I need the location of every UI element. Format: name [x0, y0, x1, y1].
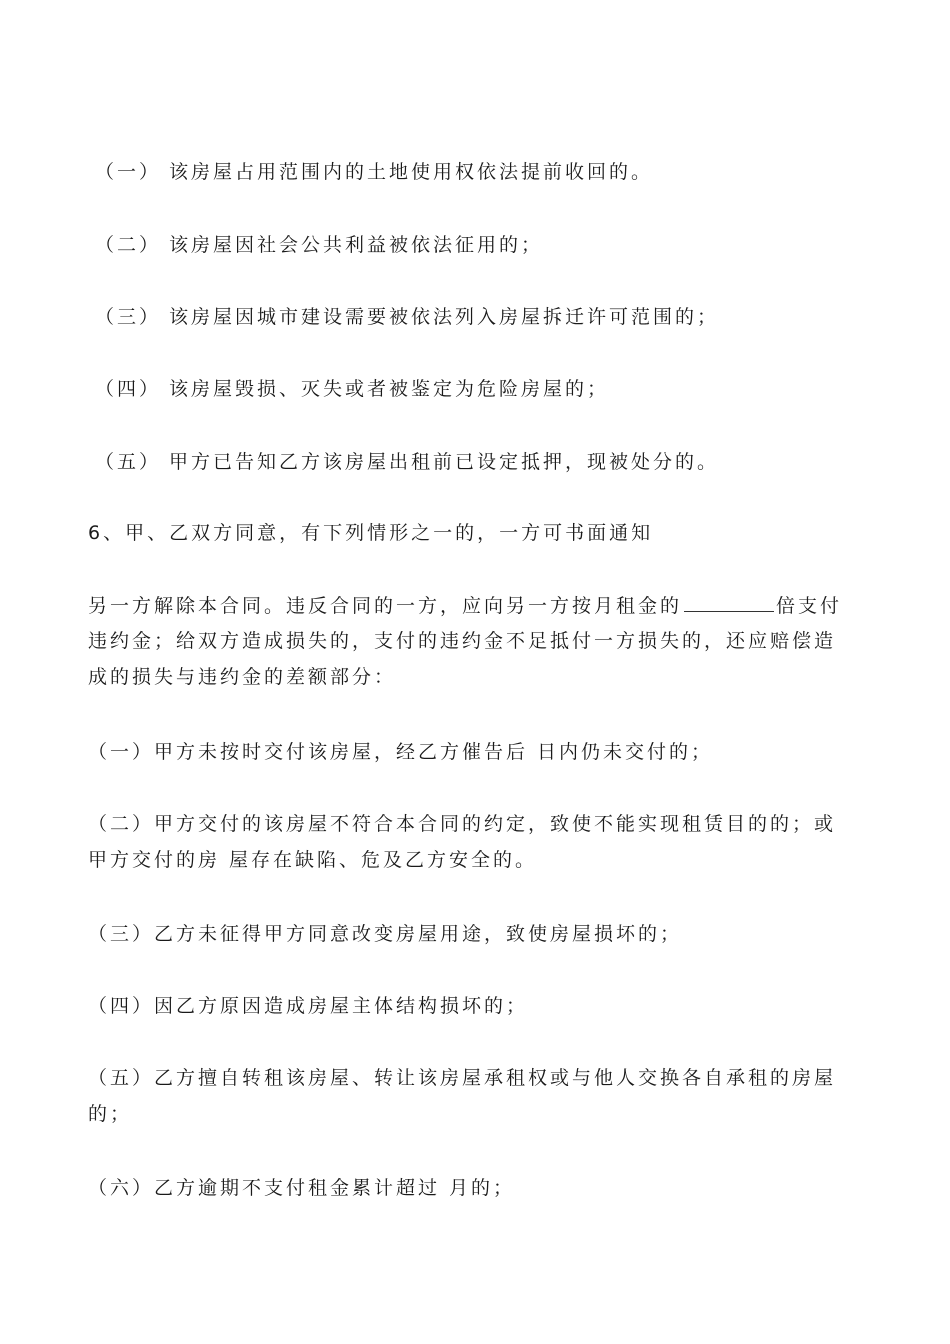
clause-text: 该房屋占用范围内的土地使用权依法提前收回的。 — [169, 161, 654, 183]
clause-a-2 — [95, 229, 875, 262]
section-6-paragraph-line-3: 成的损失与违约金的差额部分： — [88, 666, 397, 688]
clause-number: （五） — [95, 451, 162, 473]
section-6-paragraph-line-2: 违约金；给双方造成损失的，支付的违约金不足抵付一方损失的，还应赔偿造 — [88, 630, 837, 652]
clause-a-5 — [95, 446, 875, 479]
clause-text: 该房屋因城市建设需要被依法列入房屋拆迁许可范围的； — [169, 306, 720, 328]
clause-text: 该房屋毁损、灭失或者被鉴定为危险房屋的； — [169, 378, 610, 400]
clause-b-5-line-1: （五）乙方擅自转租该房屋、转让该房屋承租权或与他人交换各自承租的房屋 — [88, 1067, 837, 1089]
clause-b-2-line-1: （二）甲方交付的该房屋不符合本合同的约定，致使不能实现租赁目的的；或 — [88, 813, 837, 835]
clause-b-3: （三）乙方未征得甲方同意改变房屋用途，致使房屋损坏的； — [88, 923, 683, 945]
paragraph-text: 另一方解除本合同。违反合同的一方，应向另一方按月租金的 — [88, 595, 683, 617]
multiplier-blank — [684, 591, 774, 612]
clause-number: （三） — [95, 306, 162, 328]
clause-b-2-line-2: 甲方交付的房 屋存在缺陷、危及乙方安全的。 — [88, 849, 538, 871]
clause-b-1: （一）甲方未按时交付该房屋，经乙方催告后 日内仍未交付的； — [88, 741, 714, 763]
clause-number: （四） — [95, 378, 162, 400]
clause-number: （一） — [95, 161, 162, 183]
clause-number: （二） — [95, 234, 162, 256]
clause-a-4 — [95, 373, 875, 406]
clause-b-4: （四）因乙方原因造成房屋主体结构损坏的； — [88, 995, 529, 1017]
clause-b-6: （六）乙方逾期不支付租金累计超过 月的； — [88, 1177, 516, 1199]
clause-text: 该房屋因社会公共利益被依法征用的； — [169, 234, 544, 256]
clause-a-1 — [95, 156, 875, 189]
clause-text: 甲方已告知乙方该房屋出租前已设定抵押，现被处分的。 — [169, 451, 720, 473]
clause-b-5-line-2: 的； — [88, 1103, 133, 1125]
section-6-heading: 6、甲、乙双方同意，有下列情形之一的，一方可书面通知 — [88, 522, 654, 544]
section-6-paragraph-line-1 — [88, 590, 868, 623]
clause-a-3 — [95, 301, 875, 334]
paragraph-text: 倍支付 — [776, 595, 843, 617]
